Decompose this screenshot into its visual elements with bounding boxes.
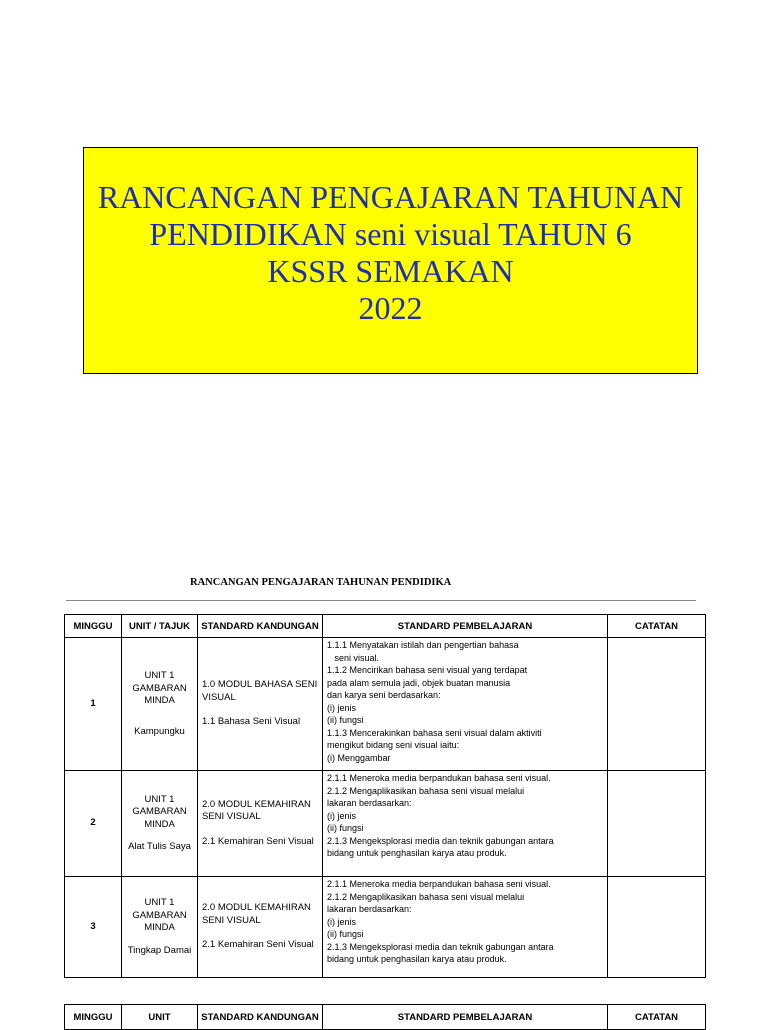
sp-line: (ii) fungsi [327, 715, 364, 725]
week-cell: 2 [65, 771, 122, 877]
sp-line: 2.1.1 Meneroka media berpandukan bahasa seni visual. [327, 773, 551, 783]
week-cell: 3 [65, 877, 122, 978]
second-table-header [64, 1004, 706, 1030]
sk-module: 2.0 MODUL KEMAHIRAN SENI VISUAL [202, 902, 311, 926]
unit-cell [122, 771, 198, 877]
standard-pembelajaran-cell [323, 771, 608, 877]
topic-label: Alat Tulis Saya [128, 841, 191, 852]
sp-line: (ii) fungsi [327, 929, 364, 939]
sk-sub: 2.1 Kemahiran Seni Visual [202, 939, 314, 951]
header-minggu: MINGGU [65, 1005, 122, 1030]
cover-title-line3: KSSR SEMAKAN [267, 252, 514, 289]
sp-line: 2.1.1 Meneroka media berpandukan bahasa seni visual. [327, 879, 551, 889]
sp-line: 1.1.1 Menyatakan istilah dan pengertian bahasa [327, 640, 519, 650]
sp-line: bidang untuk penghasilan karya atau produk. [327, 848, 507, 858]
standard-pembelajaran-cell [323, 877, 608, 978]
sp-line: (i) jenis [327, 810, 357, 821]
document-heading: RANCANGAN PENGAJARAN TAHUNAN PENDIDIKA [190, 577, 452, 588]
header-standard-kandungan: STANDARD KANDUNGAN [198, 615, 323, 638]
unit-cell [122, 638, 198, 771]
standard-pembelajaran-cell [323, 638, 608, 771]
catatan-cell [608, 638, 706, 771]
heading-divider [66, 600, 696, 601]
cover-title-line2: PENDIDIKAN seni visual TAHUN 6 [149, 215, 632, 252]
standard-kandungan-cell [198, 877, 323, 978]
sp-line: 1.1.2 Mencirikan bahasa seni visual yang terdapat [327, 665, 528, 675]
table-row [65, 877, 706, 978]
sp-line: lakaran berdasarkan: [327, 798, 412, 808]
sp-line: lakaran berdasarkan: [327, 904, 412, 914]
sp-line: 2.1.2 Mengaplikasikan bahasa seni visual melalui [327, 785, 525, 796]
unit-label: UNIT 1 GAMBARAN MINDA [132, 670, 187, 706]
table-header-row [65, 1005, 706, 1030]
header-standard-pembelajaran: STANDARD PEMBELAJARAN [323, 1005, 608, 1030]
sk-sub: 2.1 Kemahiran Seni Visual [202, 835, 314, 847]
header-unit-tajuk: UNIT / TAJUK [122, 615, 198, 638]
table-row [65, 771, 706, 877]
catatan-cell [608, 771, 706, 877]
sp-line: pada alam semula jadi, objek buatan manusia [327, 677, 511, 688]
sp-line: (ii) fungsi [327, 823, 364, 833]
sk-module: 2.0 MODUL KEMAHIRAN SENI VISUAL [202, 798, 311, 823]
header-catatan: CATATAN [608, 615, 706, 638]
sp-line: (i) jenis [327, 702, 357, 713]
header-standard-kandungan: STANDARD KANDUNGAN [198, 1005, 323, 1030]
sp-line: 2.1.3 Mengeksplorasi media dan teknik gabungan antara [327, 835, 554, 846]
sp-line: (i) jenis [327, 916, 357, 927]
catatan-cell [608, 877, 706, 978]
sk-sub: 1.1 Bahasa Seni Visual [202, 716, 301, 728]
header-standard-pembelajaran: STANDARD PEMBELAJARAN [323, 615, 608, 638]
sk-module: 1.0 MODUL BAHASA SENI VISUAL [202, 679, 318, 703]
header-catatan: CATATAN [608, 1005, 706, 1030]
sp-line: (i) Menggambar [327, 752, 391, 763]
header-minggu: MINGGU [65, 615, 122, 638]
sp-line: seni visual. [327, 652, 380, 663]
unit-label: UNIT 1 GAMBARAN MINDA [132, 897, 187, 933]
cover-title-line1: RANCANGAN PENGAJARAN TAHUNAN [97, 178, 684, 215]
table-header-row [65, 615, 706, 638]
sp-line: 2.1.3 Mengeksplorasi media dan teknik gabungan antara [327, 941, 554, 952]
topic-label: Kampungku [134, 725, 185, 737]
sp-line: 2.1.2 Mengaplikasikan bahasa seni visual melalui [327, 891, 525, 902]
sp-line: dan karya seni berdasarkan: [327, 690, 441, 700]
standard-kandungan-cell [198, 771, 323, 877]
unit-cell [122, 877, 198, 978]
sp-line: mengikut bidang seni visual iaitu: [327, 740, 460, 750]
header-unit: UNIT [122, 1005, 198, 1030]
unit-label: UNIT 1 GAMBARAN MINDA [132, 793, 187, 830]
sp-line: 1.1.3 Mencerakinkan bahasa seni visual dalam aktiviti [327, 727, 542, 738]
sp-line: bidang untuk penghasilan karya atau produk. [327, 954, 507, 964]
table-row [65, 638, 706, 771]
standard-kandungan-cell [198, 638, 323, 771]
cover-title-line4: 2022 [358, 289, 423, 326]
topic-label: Tingkap Damai [127, 944, 192, 956]
week-cell: 1 [65, 638, 122, 771]
annual-plan-table [64, 614, 706, 978]
cover-title-box [83, 147, 698, 374]
